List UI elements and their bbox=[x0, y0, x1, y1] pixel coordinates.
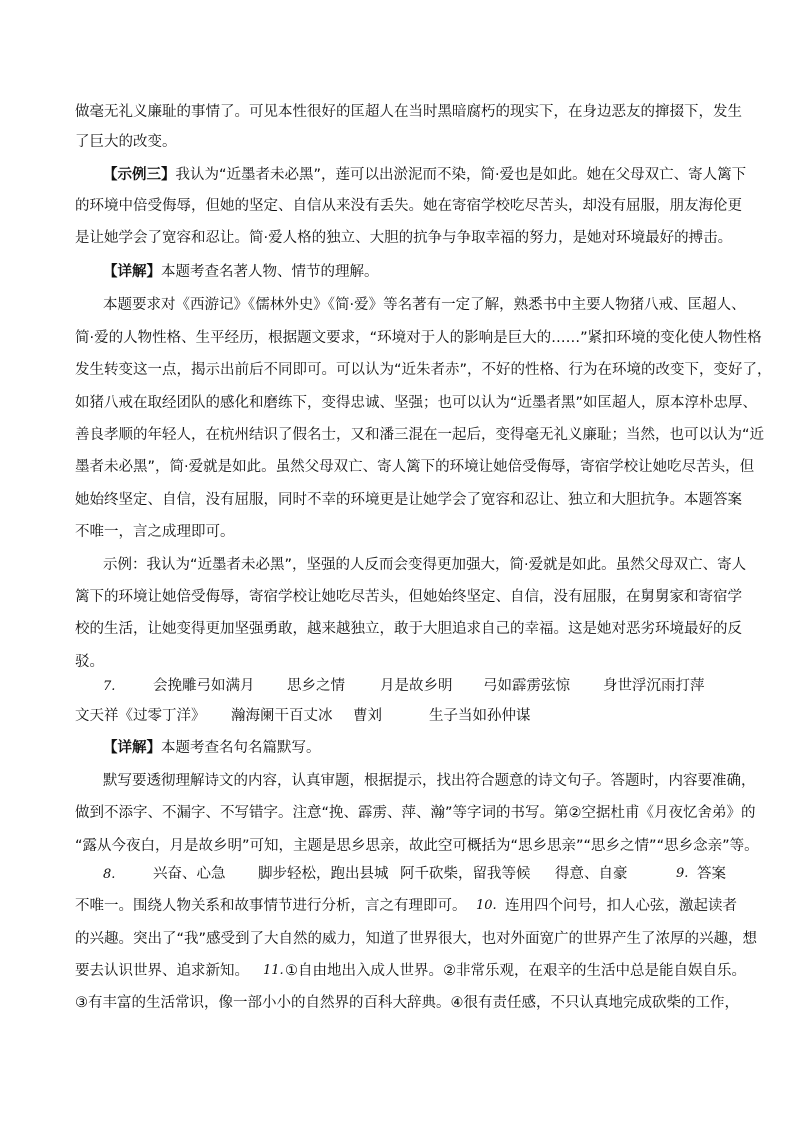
question-number: 8. bbox=[103, 867, 116, 882]
text-line: 发生转变这一点，揭示出前后不同即可。可以认为“近朱者赤”，不好的性格、行为在环境的改变下，变好了， bbox=[75, 362, 772, 378]
question-number: 11. bbox=[263, 963, 284, 978]
q8-answers-row bbox=[103, 864, 725, 884]
text-span: 我认为“近墨者未必黑”，莲可以出淤泥而不染，简·爱也是如此。她在父母双亡、寄人篱下 bbox=[175, 167, 747, 183]
text-line bbox=[75, 961, 746, 981]
answer-blank: 文天祥《过零丁洋》 bbox=[75, 708, 206, 724]
text-line: 如猪八戒在取经团队的感化和磨练下，变得忠诚、坚强；也可以认为“近墨者黑”如匡超人，原本淳朴忠厚、 bbox=[75, 395, 758, 411]
example-tag: 【示例三】 bbox=[103, 167, 176, 183]
q7-answers-row-2 bbox=[75, 706, 725, 726]
text-line: 简·爱的人物性格、生平经历，根据题文要求，“环境对于人的影响是巨大的……”紧扣环境的变化使人物性格 bbox=[75, 330, 762, 346]
answer-blank: 会挽雕弓如满月 bbox=[153, 678, 255, 694]
text-line: 是让她学会了宽容和忍让。简·爱人格的独立、大胆的抗争与争取幸福的努力，是她对环境最好的搏击。 bbox=[75, 230, 733, 246]
answer-blank: 得意、自豪 bbox=[555, 866, 628, 882]
explanation-heading bbox=[103, 738, 725, 758]
question-number: 7. bbox=[103, 679, 116, 694]
text-span: 连用四个问号，扣人心弦，激起读者 bbox=[505, 898, 737, 914]
text-line: 的环境中倍受侮辱，但她的坚定、自信从来没有丢失。她在寄宿学校吃尽苦头，却没有屈服，朋友海伦更 bbox=[75, 198, 742, 214]
text-line: 驳。 bbox=[75, 654, 104, 670]
text-span: 本题考查名著人物、情节的理解。 bbox=[161, 264, 379, 280]
text-line bbox=[75, 896, 737, 916]
text-line: 篱下的环境让她倍受侮辱，寄宿学校让她吃尽苦头，但她始终坚定、自信，没有屈服，在舅舅家和寄宿学 bbox=[75, 589, 742, 605]
question-number: 9. bbox=[676, 866, 689, 881]
text-line: 的兴趣。突出了“我”感受到了大自然的威力，知道了世界很大，也对外面宽广的世界产生了浓厚的兴趣，想 bbox=[75, 931, 758, 947]
text-span: 要去认识世界、追求新知。 bbox=[75, 963, 249, 979]
text-line: “露从今夜白，月是故乡明”可知，主题是思乡思亲，故此空可概括为“思乡思亲”“思乡之情”“思乡念亲”等。 bbox=[75, 838, 759, 854]
text-line: 善良孝顺的年轻人，在杭州结识了假名士，又和潘三混在一起后，变得毫无礼义廉耻；当然，也可以认为“近 bbox=[75, 427, 765, 443]
text-span: ①自由地出入成人世界。②非常乐观，在艰辛的生活中总是能自娱自乐。 bbox=[285, 963, 746, 979]
example-three-paragraph bbox=[103, 165, 747, 185]
text-line: 示例：我认为“近墨者未必黑”，坚强的人反而会变得更加强大，简·爱就是如此。虽然父母双亡、寄人 bbox=[103, 557, 747, 573]
answer-blank: 弓如霹雳弦惊 bbox=[483, 678, 570, 694]
text-line: 默写要透彻理解诗文的内容，认真审题，根据提示，找出符合题意的诗文句子。答题时，内容要准确， bbox=[103, 773, 756, 789]
answer-blank: 生子当如孙仲谋 bbox=[429, 708, 531, 724]
answer-blank: 瀚海阑干百丈冰 bbox=[231, 708, 333, 724]
text-line: 做到不添字、不漏字、不写错字。注意“挽、霹雳、萍、瀚”等字词的书写。第②空据杜甫《月夜忆舍弟》的 bbox=[75, 805, 756, 821]
text-span: 不唯一。围绕人物关系和故事情节进行分析，言之有理即可。 bbox=[75, 898, 467, 914]
explanation-heading bbox=[103, 262, 725, 282]
text-line: 她始终坚定、自信，没有屈服，同时不幸的环境更是让她学会了宽容和忍让、独立和大胆抗争。本题答案 bbox=[75, 492, 742, 508]
text-span: 答案 bbox=[697, 866, 726, 882]
answer-blank: 阿千砍柴，留我等候 bbox=[400, 866, 531, 882]
text-line: 做毫无礼义廉耻的事情了。可见本性很好的匡超人在当时黑暗腐朽的现实下，在身边恶友的撺掇下，发生 bbox=[75, 104, 742, 120]
text-line: 本题要求对《西游记》《儒林外史》《简·爱》等名著有一定了解，熟悉书中主要人物猪八戒、匡超人、 bbox=[103, 297, 746, 313]
question-number: 10. bbox=[476, 898, 497, 913]
text-line: 不唯一，言之成理即可。 bbox=[75, 524, 235, 540]
explanation-tag: 【详解】 bbox=[103, 264, 161, 280]
text-span: 本题考查名句名篇默写。 bbox=[161, 740, 321, 756]
answer-blank: 身世浮沉雨打萍 bbox=[603, 678, 705, 694]
q7-answers-row-1 bbox=[103, 676, 725, 696]
text-line: ③有丰富的生活常识，像一部小小的自然界的百科大辞典。④很有责任感，不只认真地完成砍柴的工作， bbox=[75, 995, 739, 1011]
text-line: 了巨大的改变。 bbox=[75, 134, 177, 150]
text-line: 墨者未必黑”，简·爱就是如此。虽然父母双亡、寄人篱下的环境让她倍受侮辱，寄宿学校让她吃尽苦头，但 bbox=[75, 459, 755, 475]
text-line: 校的生活，让她变得更加坚强勇敢，越来越独立，敢于大胆追求自己的幸福。这是她对恶劣环境最好的反 bbox=[75, 621, 742, 637]
answer-blank: 月是故乡明 bbox=[380, 678, 453, 694]
answer-blank: 曹刘 bbox=[353, 708, 382, 724]
answer-blank: 脚步轻松，跑出县城 bbox=[258, 866, 389, 882]
answer-blank: 兴奋、心急 bbox=[153, 866, 226, 882]
answer-blank: 思乡之情 bbox=[287, 678, 345, 694]
explanation-tag: 【详解】 bbox=[103, 740, 161, 756]
